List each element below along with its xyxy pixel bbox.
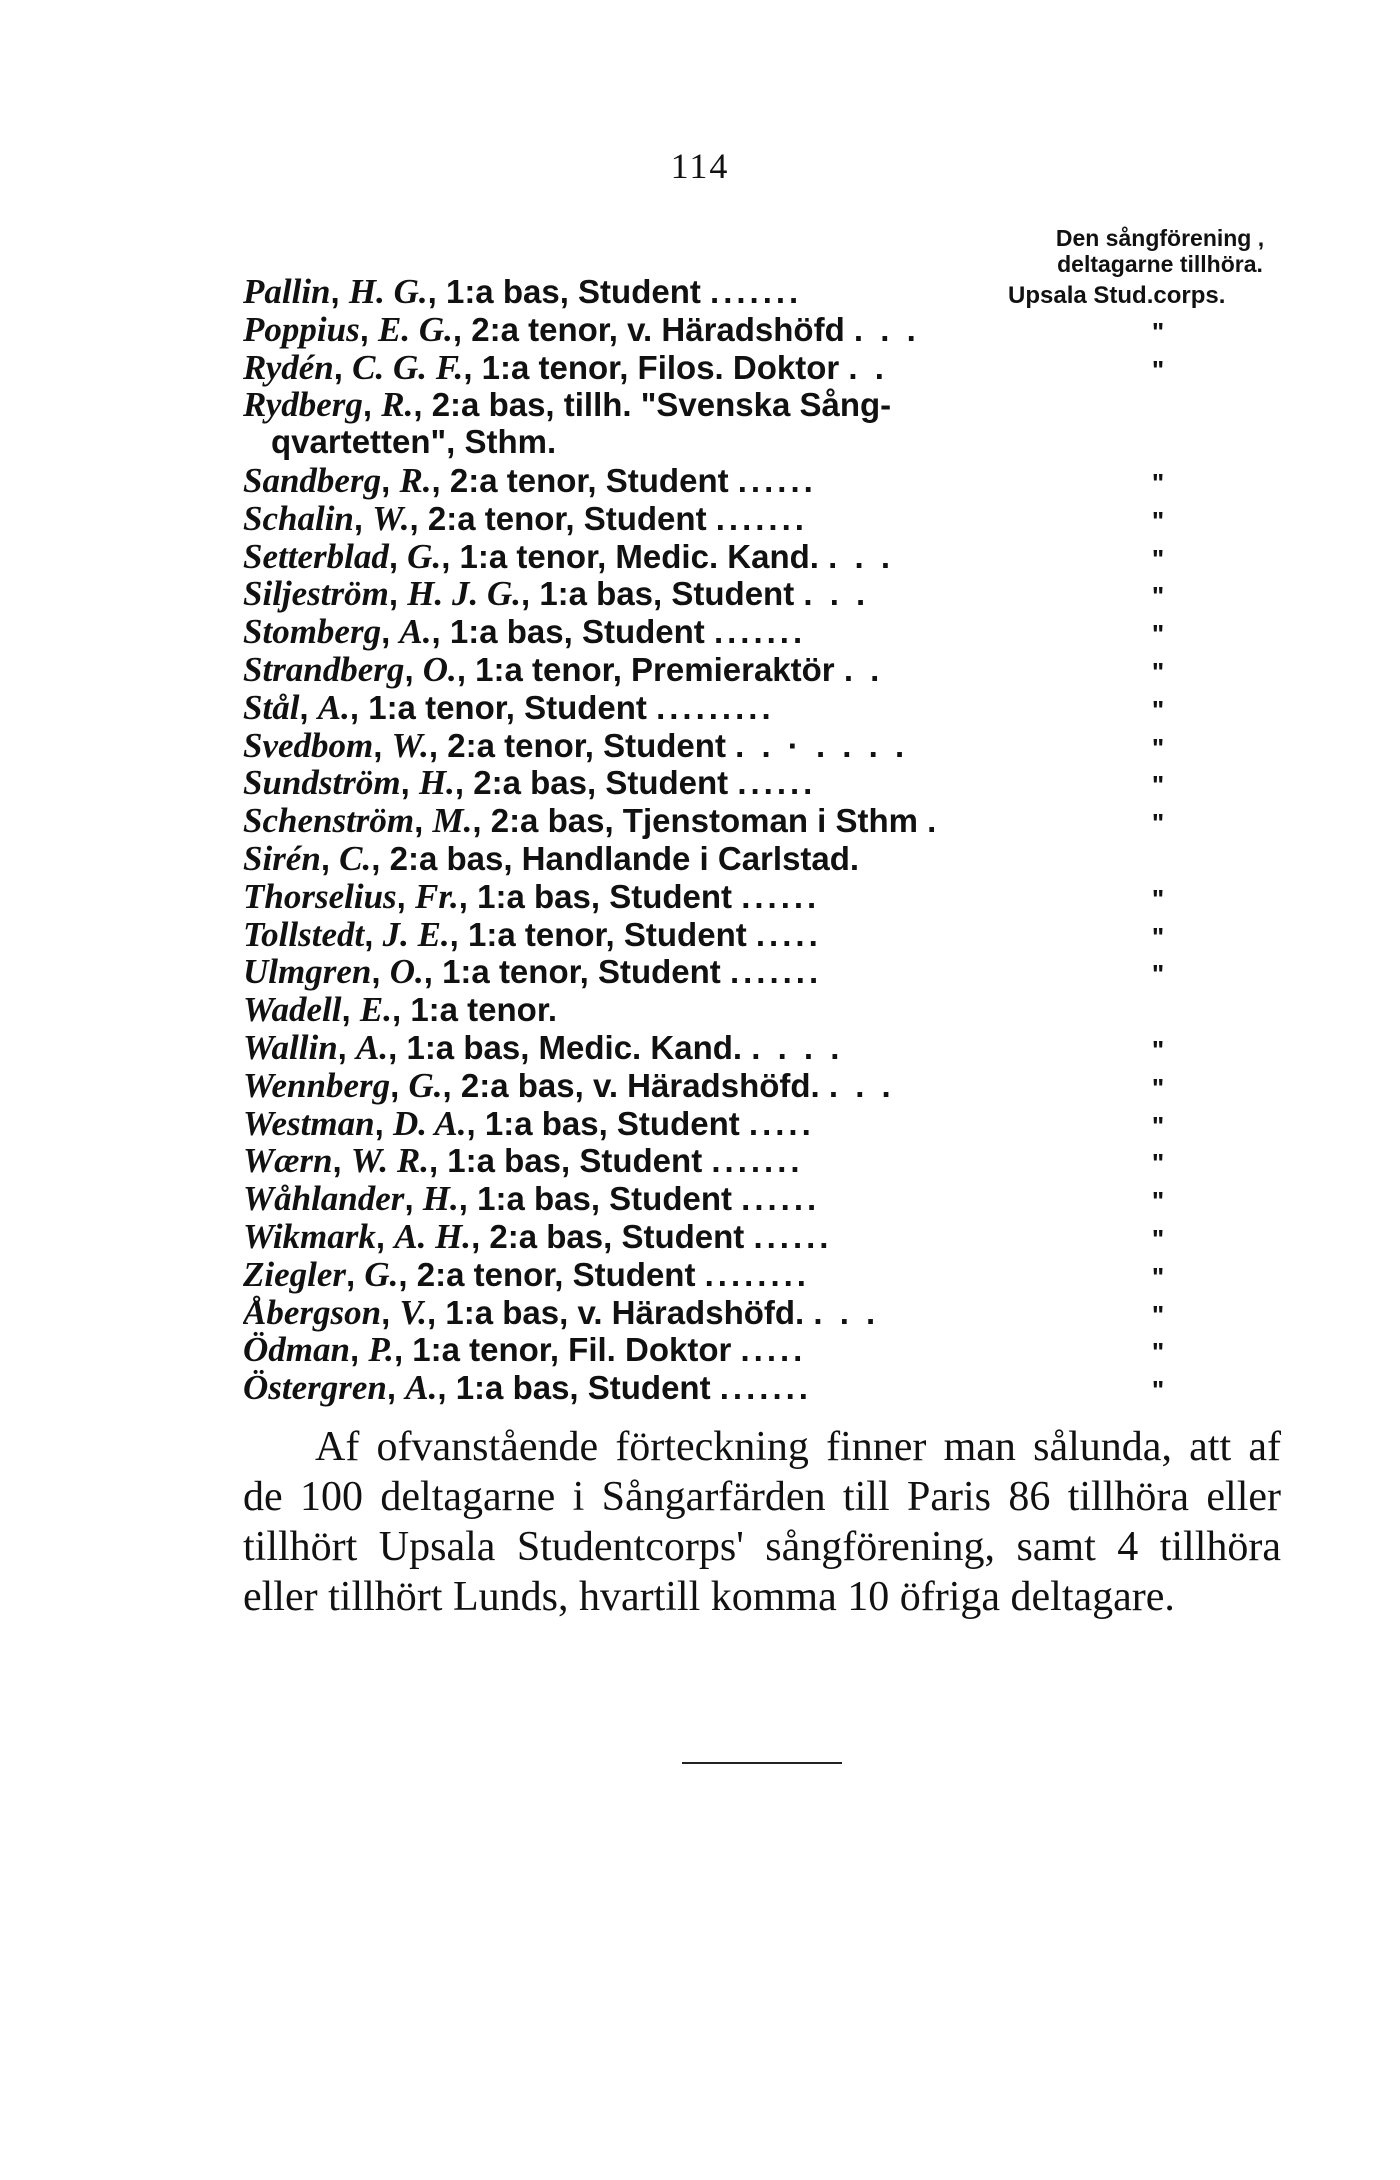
entry-initials: W. <box>372 498 410 538</box>
entry-initials: C. <box>339 838 372 878</box>
entry-surname: Westman <box>243 1103 375 1143</box>
entry-leader-dots: ....... <box>711 1142 804 1180</box>
entry-voice-occupation: 2:a bas, v. Häradshöfd. <box>460 1066 820 1104</box>
entry-initials: E. G. <box>378 309 453 349</box>
entry-surname: Ödman <box>243 1330 350 1370</box>
list-item <box>243 574 1323 612</box>
list-item <box>243 688 1323 726</box>
entry-voice-occupation: 2:a bas, Student <box>473 764 729 802</box>
entry-description <box>243 423 1027 461</box>
entry-description: Wærn, W. R., 1:a bas, Student ....... <box>243 1141 804 1181</box>
entry-voice-occupation: 1:a tenor, Student <box>368 688 647 726</box>
entry-society: " <box>1151 1110 1165 1141</box>
entry-description: Rydberg, R., 2:a bas, tillh. "Svenska Sång- <box>243 385 892 425</box>
list-item <box>243 1368 1323 1406</box>
entry-leader-dots: ....... <box>713 613 807 651</box>
entry-surname: Tollstedt <box>243 914 365 954</box>
list-item <box>243 423 1323 461</box>
list-item <box>243 1293 1323 1331</box>
list-item <box>243 537 1323 575</box>
entry-leader-dots: . . <box>848 348 888 386</box>
entry-surname: Ziegler <box>243 1254 347 1294</box>
entry-initials: A. <box>317 687 350 727</box>
entry-society: " <box>1151 505 1165 536</box>
list-item <box>243 726 1323 764</box>
entry-voice-occupation: 2:a tenor, Student <box>447 726 726 764</box>
list-item <box>243 952 1323 990</box>
entry-surname: Sundström <box>243 763 401 803</box>
entry-voice-occupation: 1:a bas, Student <box>477 877 733 915</box>
list-item <box>243 612 1323 650</box>
entry-initials: P. <box>368 1330 394 1370</box>
entry-voice-occupation: 1:a tenor, Medic. Kand. <box>459 537 819 575</box>
entry-initials: R. <box>381 385 414 425</box>
entry-leader-dots: ....... <box>715 499 808 537</box>
entry-description: Schalin, W., 2:a tenor, Student ....... <box>243 498 808 538</box>
entry-society: " <box>1151 619 1165 650</box>
entry-voice-occupation: 1:a tenor, Premieraktör <box>475 650 835 688</box>
entry-leader-dots: ...... <box>741 1180 821 1218</box>
entry-description: Svedbom, W., 2:a tenor, Student . . · . . . . <box>243 725 909 765</box>
list-item <box>243 915 1323 953</box>
entry-description: Stål, A., 1:a tenor, Student ......... <box>243 687 775 727</box>
entry-leader-dots: . . . <box>853 310 920 348</box>
entry-description: Sandberg, R., 2:a tenor, Student ...... <box>243 460 817 500</box>
entry-description: Thorselius, Fr., 1:a bas, Student ...... <box>243 876 821 916</box>
entry-initials: Fr. <box>415 876 459 916</box>
entry-society: " <box>1151 581 1165 612</box>
entry-society: " <box>1151 1223 1165 1254</box>
entry-leader-dots: . . . <box>803 575 870 613</box>
entry-continuation: qvartetten", Sthm. <box>271 423 557 461</box>
entry-initials: H. <box>418 763 455 803</box>
entry-voice-occupation: 1:a tenor, Filos. Doktor <box>481 348 840 386</box>
list-item <box>243 1217 1323 1255</box>
entry-society: " <box>1151 656 1165 687</box>
entry-leader-dots: ...... <box>753 1217 833 1255</box>
entry-initials: C. G. F. <box>352 347 464 387</box>
entry-initials: M. <box>432 801 473 841</box>
entry-surname: Östergren <box>243 1368 387 1408</box>
entry-voice-occupation: 1:a bas, Student <box>539 575 795 613</box>
list-item <box>243 385 1323 423</box>
entry-society: " <box>1151 883 1165 914</box>
summary-text: Af ofvanstående förteckning finner man sålunda, att af de 100 deltagarne i Sångarfärden till Paris 86 tillhöra eller tillhört Upsala Studentcorps' sångförening, samt 4 tillhöra eller tillhört Lunds, hvartill komma 10 öfriga deltagare. <box>243 1424 1281 1620</box>
entry-society: " <box>1151 354 1165 385</box>
entry-surname: Wallin <box>243 1027 338 1067</box>
entry-voice-occupation: 2:a bas, Tjenstoman i Sthm <box>490 802 918 840</box>
entry-leader-dots: ....... <box>710 273 803 310</box>
entry-initials: W. <box>391 725 429 765</box>
section-divider <box>682 1762 842 1764</box>
entry-surname: Wærn <box>243 1141 333 1181</box>
entry-society: " <box>1151 1072 1165 1103</box>
entry-society: " <box>1151 1375 1165 1406</box>
entry-leader-dots: ........ <box>704 1255 810 1293</box>
entry-initials: H. <box>422 1179 459 1219</box>
entry-society: " <box>1151 543 1165 574</box>
entry-society: " <box>1151 770 1165 801</box>
entry-voice-occupation: 2:a bas, Student <box>489 1217 745 1255</box>
entry-voice-occupation: 2:a tenor, Student <box>427 499 707 537</box>
column-header-line-1: Den sångförening , <box>1055 225 1265 251</box>
entry-voice-occupation: 2:a bas, Handlande i Carlstad. <box>389 839 860 877</box>
list-item <box>243 1066 1323 1104</box>
entry-leader-dots: ..... <box>748 1104 815 1142</box>
entry-society: " <box>1151 959 1165 990</box>
list-item <box>243 763 1323 801</box>
entry-description: Wallin, A., 1:a bas, Medic. Kand. . . . . <box>243 1027 844 1067</box>
entry-description: Sundström, H., 2:a bas, Student ...... <box>243 763 817 803</box>
entry-surname: Wennberg <box>243 1065 391 1105</box>
list-item <box>243 801 1323 839</box>
entry-description: Wikmark, A. H., 2:a bas, Student ...... <box>243 1216 833 1256</box>
entry-surname: Åbergson <box>243 1292 382 1332</box>
entry-voice-occupation: 1:a bas, Student <box>445 273 701 310</box>
entry-description: Stomberg, A., 1:a bas, Student ....... <box>243 612 807 652</box>
entry-leader-dots: . . · . . . . <box>735 726 909 764</box>
entry-initials: R. <box>399 460 432 500</box>
entry-leader-dots: ......... <box>656 688 775 726</box>
entry-description: Ulmgren, O., 1:a tenor, Student ....... <box>243 952 823 992</box>
entry-description: Wåhlander, H., 1:a bas, Student ...... <box>243 1179 821 1219</box>
entry-society: " <box>1151 921 1165 952</box>
entry-initials: O. <box>422 649 457 689</box>
entry-voice-occupation: 2:a tenor, Student <box>416 1255 696 1293</box>
entry-society: " <box>1151 1186 1165 1217</box>
entry-leader-dots: ...... <box>741 877 821 915</box>
entry-leader-dots: . . . . <box>751 1028 844 1066</box>
entry-description: Ziegler, G., 2:a tenor, Student ........ <box>243 1254 810 1294</box>
entry-initials: A. <box>356 1027 389 1067</box>
entry-society: " <box>1151 1148 1165 1179</box>
entry-voice-occupation: 1:a bas, Student <box>449 613 705 651</box>
list-item <box>243 1141 1323 1179</box>
entry-leader-dots: ....... <box>729 953 823 991</box>
entry-initials: J. E. <box>382 914 450 954</box>
entry-description: Östergren, A., 1:a bas, Student ....... <box>243 1368 812 1408</box>
list-item <box>243 1028 1323 1066</box>
list-item <box>243 1104 1323 1142</box>
list-item <box>243 499 1323 537</box>
entry-surname: Wåhlander <box>243 1179 405 1219</box>
entry-description: Strandberg, O., 1:a tenor, Premieraktör . . <box>243 649 884 689</box>
entry-voice-occupation: 2:a bas, tillh. "Svenska Sång- <box>431 386 892 424</box>
entry-surname: Rydberg <box>243 385 363 425</box>
entry-description: Tollstedt, J. E., 1:a tenor, Student ..... <box>243 914 822 954</box>
entry-leader-dots: ..... <box>740 1331 807 1369</box>
entry-voice-occupation: 1:a bas, Medic. Kand. <box>406 1028 743 1066</box>
entry-society: " <box>1151 316 1165 347</box>
entry-description: Wadell, E., 1:a tenor. <box>243 990 558 1030</box>
entry-surname: Sirén <box>243 838 321 878</box>
entry-initials: G. <box>408 1065 443 1105</box>
entry-leader-dots: ...... <box>737 461 817 499</box>
entry-description: Poppius, E. G., 2:a tenor, v. Häradshöfd . . . <box>243 309 920 349</box>
entry-description: Rydén, C. G. F., 1:a tenor, Filos. Doktor . . <box>243 347 888 387</box>
entry-surname: Siljeström <box>243 574 389 614</box>
list-item <box>243 272 1323 310</box>
entry-leader-dots: ...... <box>737 764 817 802</box>
entry-surname: Schenström <box>243 801 415 841</box>
entry-surname: Setterblad <box>243 536 389 576</box>
entry-surname: Ulmgren <box>243 952 372 992</box>
entry-description: Åbergson, V., 1:a bas, v. Häradshöfd. . . . <box>243 1292 880 1332</box>
entry-description: Wennberg, G., 2:a bas, v. Häradshöfd. . . . <box>243 1065 895 1105</box>
entry-leader-dots: . . . <box>813 1293 880 1331</box>
entry-voice-occupation: 2:a tenor, v. Häradshöfd <box>471 310 845 348</box>
entry-voice-occupation: 1:a tenor, Fil. Doktor <box>412 1331 732 1369</box>
entry-leader-dots: . <box>927 802 941 840</box>
list-item <box>243 1179 1323 1217</box>
entry-surname: Rydén <box>243 347 334 387</box>
entry-surname: Stomberg <box>243 612 382 652</box>
entry-voice-occupation: 1:a bas, Student <box>477 1180 732 1218</box>
list-item <box>243 461 1323 499</box>
entry-surname: Schalin <box>243 498 354 538</box>
entry-initials: G. <box>364 1254 399 1294</box>
entry-voice-occupation: 1:a tenor, Student <box>442 953 721 991</box>
entry-society: " <box>1151 732 1165 763</box>
entry-leader-dots: ..... <box>755 915 822 953</box>
entry-description: Setterblad, G., 1:a tenor, Medic. Kand. . . . <box>243 536 894 576</box>
entry-surname: Sandberg <box>243 460 382 500</box>
entry-society: " <box>1151 467 1165 498</box>
entry-society: " <box>1151 694 1165 725</box>
entry-society: " <box>1151 1299 1165 1330</box>
entry-surname: Strandberg <box>243 649 405 689</box>
entry-description: Westman, D. A., 1:a bas, Student ..... <box>243 1103 815 1143</box>
entry-initials: A. <box>405 1368 438 1408</box>
entry-society: " <box>1151 808 1165 839</box>
entry-society: " <box>1151 1261 1165 1292</box>
column-header <box>1010 225 1310 277</box>
column-header-line-2: deltagarne tillhöra. <box>1057 251 1263 277</box>
list-item <box>243 310 1323 348</box>
list-item <box>243 839 1323 877</box>
entry-initials: A. <box>399 612 432 652</box>
entry-leader-dots: . . . <box>828 1066 895 1104</box>
entry-initials: E. <box>359 990 392 1030</box>
list-item <box>243 877 1323 915</box>
entry-description: Sirén, C., 2:a bas, Handlande i Carlstad. <box>243 838 860 878</box>
entry-leader-dots: ....... <box>719 1369 812 1407</box>
list-item <box>243 348 1323 386</box>
entry-surname: Pallin <box>243 272 331 311</box>
entry-leader-dots: . . <box>843 650 884 688</box>
entry-voice-occupation: 1:a bas, v. Häradshöfd. <box>445 1293 805 1331</box>
entry-surname: Svedbom <box>243 725 374 765</box>
entry-initials: V. <box>399 1292 428 1332</box>
entry-leader-dots: . . . <box>828 537 894 575</box>
entry-voice-occupation: 1:a bas, Student <box>455 1369 711 1407</box>
entry-voice-occupation: 1:a tenor, Student <box>468 915 747 953</box>
entry-initials: D. A. <box>392 1103 467 1143</box>
summary-paragraph <box>243 1422 1281 1622</box>
entry-surname: Thorselius <box>243 876 397 916</box>
entry-initials: H. J. G. <box>407 574 521 614</box>
entry-description: Siljeström, H. J. G., 1:a bas, Student . . . <box>243 574 870 614</box>
page-number: 114 <box>670 146 730 186</box>
entry-voice-occupation: 2:a tenor, Student <box>449 461 729 499</box>
entry-society: Upsala Stud.corps. <box>1008 282 1226 309</box>
entry-surname: Wadell <box>243 990 342 1030</box>
list-item <box>243 1255 1323 1293</box>
member-list <box>243 272 1323 1406</box>
entry-description: Pallin, H. G., 1:a bas, Student ....... <box>243 272 803 311</box>
entry-initials: G. <box>407 536 442 576</box>
entry-society: " <box>1151 1337 1165 1368</box>
entry-surname: Stål <box>243 687 300 727</box>
entry-surname: Wikmark <box>243 1216 376 1256</box>
entry-initials: W. R. <box>350 1141 429 1181</box>
list-item <box>243 1330 1323 1368</box>
entry-description: Schenström, M., 2:a bas, Tjenstoman i Sthm . <box>243 801 941 841</box>
list-item <box>243 990 1323 1028</box>
entry-initials: A. H. <box>394 1216 472 1256</box>
entry-surname: Poppius <box>243 309 360 349</box>
entry-voice-occupation: 1:a bas, Student <box>484 1104 740 1142</box>
entry-voice-occupation: 1:a bas, Student <box>447 1142 703 1180</box>
entry-initials: H. G. <box>348 272 428 311</box>
entry-description: Ödman, P., 1:a tenor, Fil. Doktor ..... <box>243 1330 807 1370</box>
list-item <box>243 650 1323 688</box>
entry-society: " <box>1151 1034 1165 1065</box>
entry-voice-occupation: 1:a tenor. <box>410 991 558 1029</box>
entry-initials: O. <box>389 952 424 992</box>
